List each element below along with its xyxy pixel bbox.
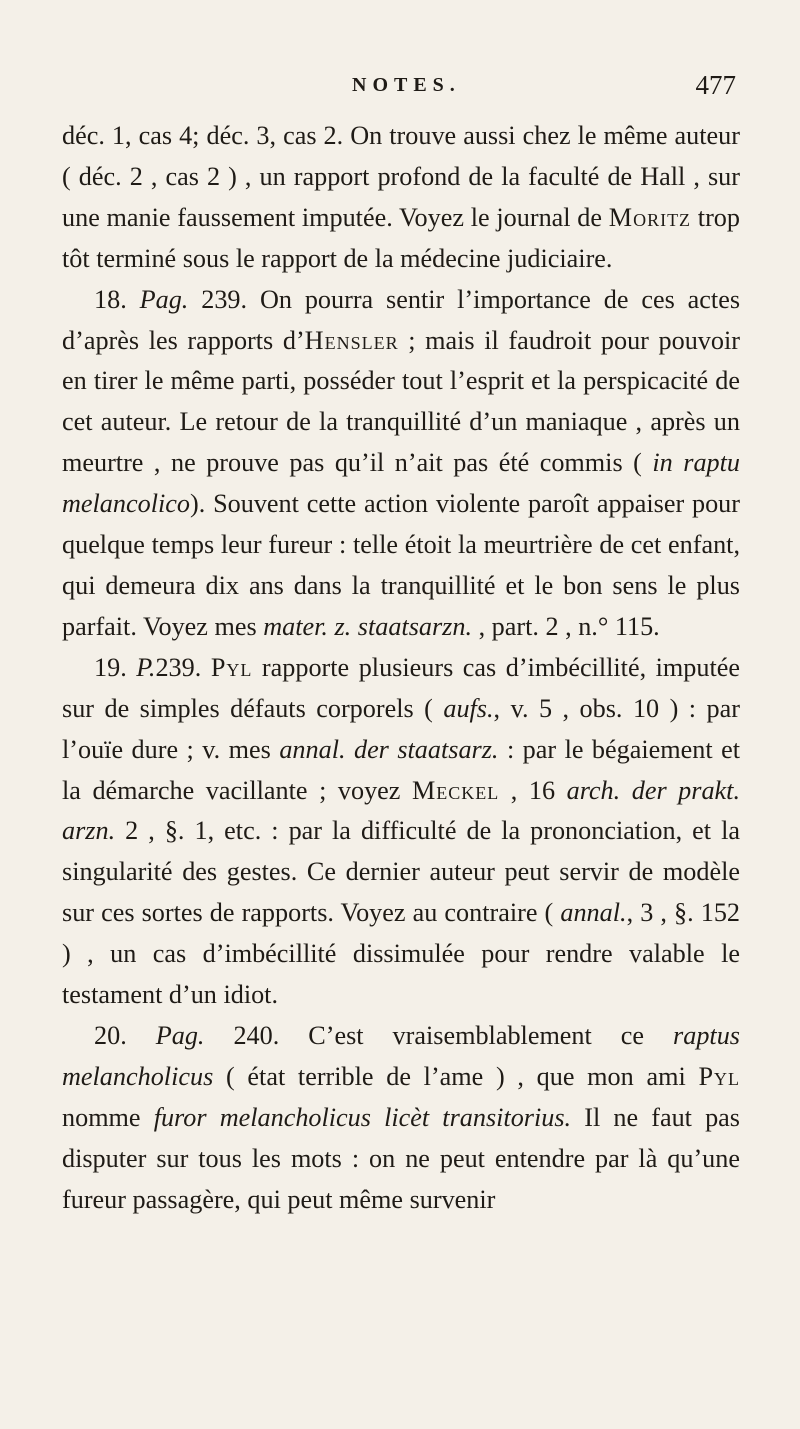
text-run: 240. C’est vraisemblablement ce (204, 1020, 674, 1050)
note-number: 18. (94, 284, 140, 314)
text-run: : par le bégaiement et la démarche vacillante ; voyez (62, 734, 740, 805)
page-ref: Pag. (139, 284, 189, 314)
text-run: , 3 , §. 152 ) , un cas d’imbécillité dissimulée pour rendre valable le testament d’un idiot. (62, 898, 741, 1010)
author-name: Meckel (411, 775, 500, 805)
author-name: Pyl (698, 1061, 740, 1091)
citation-title: annal. (560, 898, 627, 928)
latin-phrase: in raptu melancolico (62, 448, 740, 519)
page-number: 477 (695, 70, 736, 100)
text-run: trop tôt terminé sous le rapport de la médecine judiciaire. (62, 202, 740, 273)
text-run: , v. 5 , obs. 10 ) : par l’ouïe dure ; v. mes (62, 693, 740, 764)
page-header (62, 70, 740, 116)
citation-title: annal. der staatsarz. (279, 734, 499, 764)
note-number: 19. (94, 652, 137, 682)
citation-title: arch. der prakt. arzn. (62, 775, 740, 846)
paragraph-continuation (62, 116, 740, 280)
note-number: 20. (94, 1020, 156, 1050)
running-head: NOTES. (352, 74, 461, 96)
note-18 (62, 280, 740, 648)
text-run: 239. On pourra sentir l’importance de ces actes d’après les rapports d’ (62, 284, 741, 355)
author-name: Hensler (304, 325, 399, 355)
page-ref: P. (136, 652, 156, 682)
body-text (62, 116, 740, 1220)
citation-title: mater. z. staatsarzn. (263, 611, 473, 641)
text-run: rapporte plusieurs cas d’imbécillité, imputée sur de simples défauts corporels ( (62, 652, 741, 723)
author-name: Moritz (608, 202, 692, 232)
text-run: Il ne faut pas disputer sur tous les mots : on ne peut entendre par là qu’une fureur passagère, qui peut même survenir (62, 1102, 740, 1214)
text-run: ( état terrible de l’ame ) , que mon ami (213, 1061, 699, 1091)
text-run: ). Souvent cette action violente paroît appaiser pour quelque temps leur fureur : telle étoit la meurtrière de cet enfant, qui demeura dix ans dans la tranquillité et le bon sens le plus parfait. Voyez mes (62, 489, 740, 641)
author-name: Pyl (210, 652, 253, 682)
text-run: 239. (155, 652, 211, 682)
text-run: déc. 1, cas 4; déc. 3, cas 2. On trouve aussi chez le même auteur ( déc. 2 , cas 2 ) , un rapport profond de la faculté de Hall , sur une manie faussement imputée. Voyez le journal de (62, 121, 740, 232)
latin-phrase: furor melancholicus licèt transitorius. (153, 1102, 572, 1132)
note-19 (62, 648, 740, 1016)
text-run: , part. 2 , n.° 115. (472, 611, 660, 641)
latin-phrase: raptus melancholicus (62, 1020, 740, 1091)
text-run: nomme (62, 1102, 154, 1132)
citation-title: aufs. (443, 693, 494, 723)
text-run: , 16 (499, 775, 567, 805)
page-ref: Pag. (155, 1020, 205, 1050)
note-20 (62, 1016, 740, 1221)
text-run: 2 , §. 1, etc. : par la difficulté de la prononciation, et la singularité des gestes. Ce dernier auteur peut servir de modèle sur ces sortes de rapports. Voyez au contraire ( (62, 816, 740, 928)
text-run: ; mais il faudroit pour pouvoir en tirer le même parti, posséder tout l’esprit et la perspicacité de cet auteur. Le retour de la tranquillité d’un maniaque , après un meurtre , ne prouve pas qu’il n’ait pas été commis ( (62, 325, 740, 478)
